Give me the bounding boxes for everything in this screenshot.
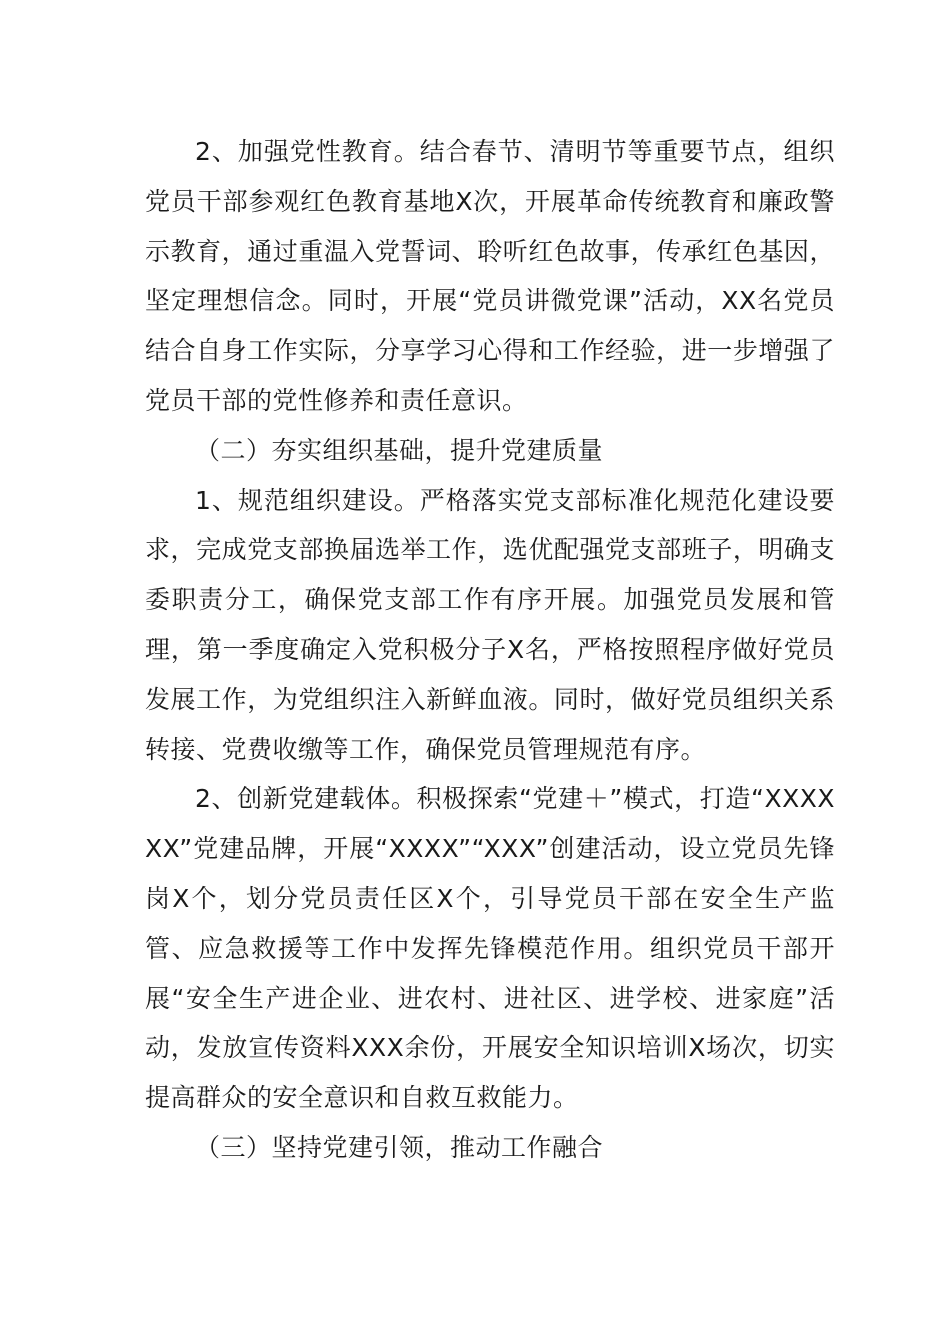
section-heading-3: （三）坚持党建引领，推动工作融合: [195, 1132, 604, 1162]
paragraph-innovate-party-carrier: 2、创新党建载体。积极探索“党建＋”模式，打造“XXXXXX”党建品牌，开展“XXXX”“XXX”创建活动，设立党员先锋岗X个，划分党员责任区X个，引导党员干部在安全生产监管、应急救援等工作中发挥先锋模范作用。组织党员干部开展“安全生产进企业、进农村、进社区、进学校、进家庭”活动，发放宣传资料XXX余份，开展安全知识培训X场次，切实提高群众的安全意识和自救互救能力。: [145, 784, 835, 1113]
paragraph-strengthen-party-education: 2、加强党性教育。结合春节、清明节等重要节点，组织党员干部参观红色教育基地X次，开展革命传统教育和廉政警示教育，通过重温入党誓词、聆听红色故事，传承红色基因，坚定理想信念。同时，开展“党员讲微党课”活动，XX名党员结合自身工作实际，分享学习心得和工作经验，进一步增强了党员干部的党性修养和责任意识。: [145, 137, 835, 415]
paragraph-standardize-organization: 1、规范组织建设。严格落实党支部标准化规范化建设要求，完成党支部换届选举工作，选优配强党支部班子，明确支委职责分工，确保党支部工作有序开展。加强党员发展和管理，第一季度确定入党积极分子X名，严格按照程序做好党员发展工作，为党组织注入新鲜血液。同时，做好党员组织关系转接、党费收缴等工作，确保党员管理规范有序。: [145, 485, 835, 764]
document-body: [145, 127, 835, 1173]
section-heading-2: （二）夯实组织基础，提升党建质量: [195, 435, 604, 465]
